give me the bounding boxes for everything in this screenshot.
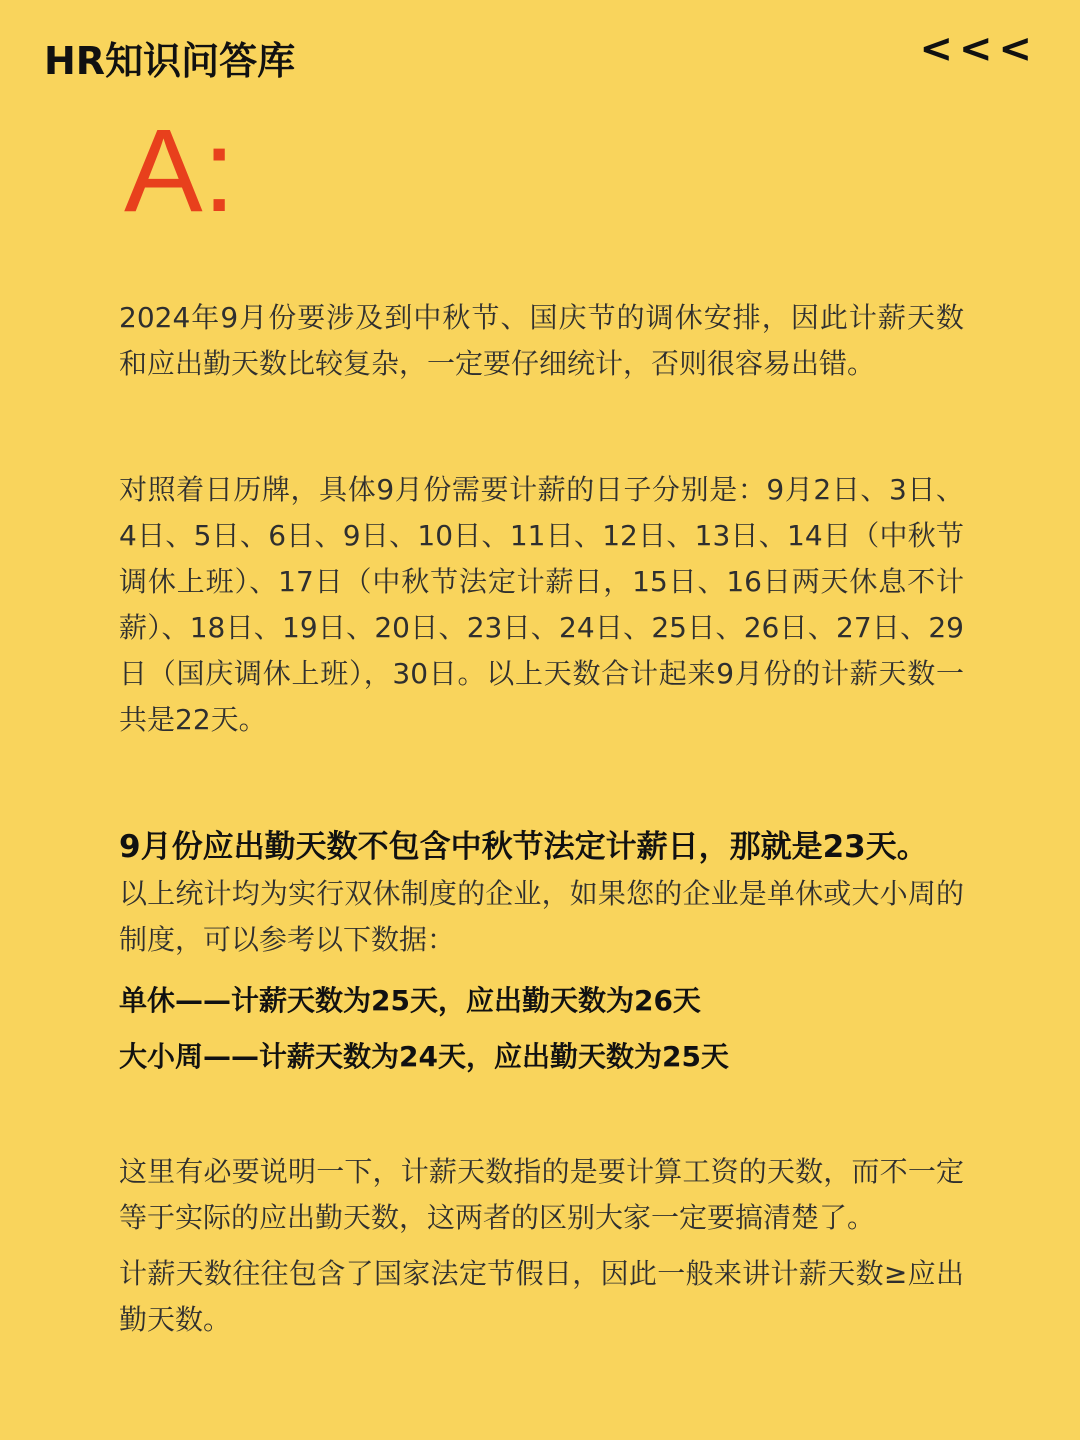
answer-mark: A: <box>124 105 236 237</box>
intro-paragraph: 2024年9月份要涉及到中秋节、国庆节的调休安排，因此计薪天数和应出勤天数比较复杂，一定要仔细统计，否则很容易出错。 <box>119 301 964 380</box>
article-body <box>119 295 964 1343</box>
explanation-paragraph: 这里有必要说明一下，计薪天数指的是要计算工资的天数，而不一定等于实际的应出勤天数，这两者的区别大家一定要搞清楚了。 <box>119 1155 964 1234</box>
page-title: HR知识问答库 <box>44 39 296 83</box>
pay-days-paragraph: 对照着日历牌，具体9月份需要计薪的日子分别是：9月2日、3日、4日、5日、6日、9日、10日、11日、12日、13日、14日（中秋节调休上班）、17日（中秋节法定计薪日，15日、16日两天休息不计薪）、18日、19日、20日、23日、24日、25日、26日、27日、29日（国庆调休上班），30日。以上天数合计起来9月份的计薪天数一共是22天。 <box>119 473 964 736</box>
back-nav-icon[interactable]: <<< <box>919 26 1038 72</box>
alternating-week-data: 大小周——计薪天数为24天，应出勤天数为25天 <box>119 1040 729 1073</box>
conclusion-paragraph: 计薪天数往往包含了国家法定节假日，因此一般来讲计薪天数≥应出勤天数。 <box>119 1257 964 1336</box>
other-schedules-paragraph: 以上统计均为实行双休制度的企业，如果您的企业是单休或大小周的制度，可以参考以下数据： <box>119 877 964 956</box>
single-rest-data: 单休——计薪天数为25天，应出勤天数为26天 <box>119 984 701 1017</box>
attendance-days-highlight: 9月份应出勤天数不包含中秋节法定计薪日，那就是23天。 <box>119 829 928 865</box>
